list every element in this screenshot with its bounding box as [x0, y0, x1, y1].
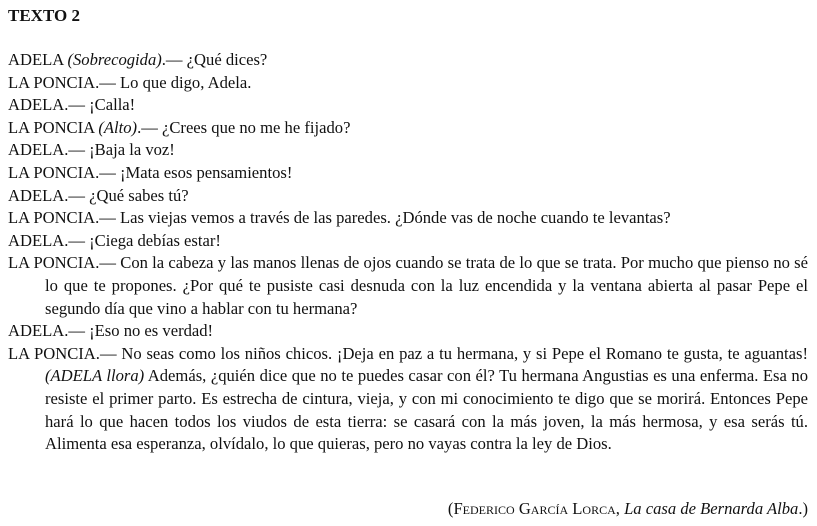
- speaker-name: ADELA: [8, 50, 64, 69]
- line-text: Además, ¿quién dice que no te puedes casar con él? Tu hermana Angustias es una enferma. Esa no resiste el primer parto. Es estrecha de cintura, vieja, y con mi conocimiento te digo que se morirá. Entonces Pepe hará lo que hacen todos los viudos de esta tierra: se casará con la más joven, la más hermosa, y esa serás tú. Alimenta esa esperanza, olvídalo, lo que quieras, pero no vayas contra la ley de Dios.: [45, 366, 808, 454]
- dialogue-line: [8, 207, 808, 230]
- source-citation: [448, 498, 808, 520]
- line-text: .— ¡Calla!: [64, 95, 136, 115]
- line-text: .— ¿Qué sabes tú?: [64, 185, 189, 205]
- speaker-name: LA PONCIA: [8, 208, 96, 228]
- dialogue-line: [8, 230, 808, 253]
- dialogue-line: [8, 162, 808, 185]
- line-text: .— Lo que digo, Adela.: [95, 72, 252, 92]
- dialogue-line: [8, 252, 808, 320]
- speaker-name: ADELA: [8, 185, 65, 205]
- speaker-name: ADELA: [8, 140, 65, 160]
- speaker-name: LA PONCIA: [8, 253, 96, 273]
- section-heading: TEXTO 2: [8, 6, 80, 25]
- stage-direction: (Sobrecogida): [67, 50, 162, 69]
- line-text: .— ¡Ciega debías estar!: [64, 230, 221, 250]
- speaker-name: LA PONCIA: [8, 117, 95, 137]
- line-text: .— ¡Baja la voz!: [64, 140, 175, 160]
- line-text: .— No seas como los niños chicos. ¡Deja en paz a tu hermana, y si Pepe el Romano te gusta, te aguantas!: [95, 343, 808, 363]
- speaker-name: ADELA: [8, 321, 65, 341]
- citation-author: Federico García Lorca: [453, 499, 616, 518]
- speaker-name: LA PONCIA: [8, 162, 96, 182]
- speaker-name: ADELA: [8, 230, 65, 250]
- speaker-name: LA PONCIA: [8, 72, 96, 92]
- line-text: .— Con la cabeza y las manos llenas de ojos cuando se trata de lo que se trata. Por mucho que pienso no sé lo que te propones. ¿Por qué te pusiste casi desnuda con la luz encendida y la ventana abierta al pasar Pepe el segundo día que vino a hablar con tu hermana?: [45, 253, 809, 318]
- dialogue-line: [8, 94, 808, 117]
- dialogue-block: [8, 49, 808, 456]
- stage-direction: (Alto): [98, 117, 138, 137]
- dialogue-line: [8, 185, 808, 208]
- line-text: .— ¿Crees que no me he fijado?: [137, 117, 351, 137]
- line-text: .— ¡Mata esos pensamientos!: [95, 162, 293, 182]
- stage-direction: (ADELA llora): [45, 366, 145, 386]
- citation-work: La casa de Bernarda Alba: [624, 499, 799, 518]
- dialogue-line: [8, 139, 808, 162]
- line-text: .— ¡Eso no es verdad!: [64, 321, 214, 341]
- dialogue-line: [8, 49, 808, 72]
- line-text: .— ¿Qué dices?: [161, 50, 268, 69]
- speaker-name: LA PONCIA: [8, 343, 96, 363]
- dialogue-line: [8, 343, 808, 456]
- citation-close: .): [798, 499, 808, 518]
- dialogue-line: [8, 72, 808, 95]
- dialogue-line: [8, 117, 808, 140]
- dialogue-line: [8, 320, 808, 343]
- citation-separator: ,: [615, 499, 625, 518]
- speaker-name: ADELA: [8, 95, 65, 115]
- citation-open: (: [447, 499, 454, 518]
- line-text: .— Las viejas vemos a través de las paredes. ¿Dónde vas de noche cuando te levantas?: [95, 208, 671, 228]
